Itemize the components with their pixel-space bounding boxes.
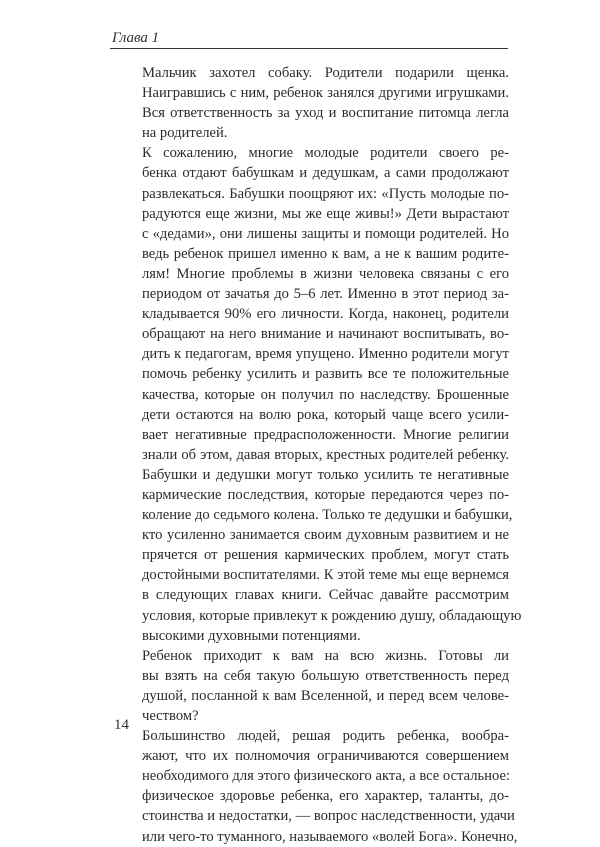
text-line: кто усиленно занимается своим духовным развитием и не	[142, 527, 509, 544]
body-text	[112, 63, 522, 847]
paragraph	[112, 646, 509, 726]
text-line: Вся ответственность за уход и воспитание питомца легла	[142, 105, 509, 122]
text-line: дети остаются на волю рока, который чаще всего усили-	[142, 406, 509, 423]
text-line: коление до седьмого колена. Только те дедушки и бабушки,	[142, 507, 513, 524]
text-line: необходимого для этого физического акта, а все остальное:	[142, 768, 510, 785]
paragraph	[112, 726, 518, 847]
text-line: периодом от зачатья до 5–6 лет. Именно в этот период за-	[142, 286, 509, 303]
chapter-header: Глава 1	[112, 30, 160, 46]
text-line: Ребенок приходит к вам на всю жизнь. Готовы ли	[142, 647, 509, 664]
text-line: К сожалению, многие молодые родители своего ре-	[142, 145, 509, 162]
text-line: с «дедами», они лишены защиты и помощи родителей. Но	[142, 225, 509, 242]
text-line: лям! Многие проблемы в жизни человека связаны с его	[142, 265, 509, 282]
text-line: физическое здоровье ребенка, его характер, таланты, до-	[142, 788, 509, 805]
text-line: развлекаться. Бабушки поощряют их: «Пусть молодые по-	[142, 185, 509, 202]
text-line: кладывается 90% его личности. Когда, наконец, родители	[142, 306, 509, 323]
text-line: помочь ребенку усилить и развить все те положительные	[142, 366, 509, 383]
text-line: или чего-то туманного, называемого «волей Бога». Конечно,	[142, 828, 518, 845]
paragraph	[112, 63, 509, 143]
text-line: знали об этом, давая вторых, крестных родителей ребенку.	[142, 446, 509, 463]
text-line: высокими духовными потенциями.	[142, 627, 361, 644]
text-line: жают, что их полномочия ограничиваются совершением	[142, 748, 509, 765]
text-line: бенка отдают бабушкам и дедушкам, а сами продолжают	[142, 165, 509, 182]
text-line: качества, которые он получил по наследству. Брошенные	[142, 386, 509, 403]
text-line: условия, которые привлекут к рождению душу, обладающую	[142, 607, 522, 624]
text-line: чеством?	[142, 708, 199, 724]
text-line: ведь ребенок пришел именно к вам, а не к вашим родите-	[142, 245, 509, 262]
paragraph	[112, 143, 522, 645]
text-line: в следующих главах книги. Сейчас давайте рассмотрим	[142, 587, 509, 604]
text-line: кармические последствия, которые передаются через по-	[142, 486, 509, 503]
text-line: Бабушки и дедушки могут только усилить те негативные	[142, 466, 509, 483]
text-line: радуются еще жизни, мы же еще живы!» Дети вырастают	[142, 205, 509, 222]
text-line: вы взять на себя такую большую ответственность перед	[142, 667, 509, 684]
text-line: Мальчик захотел собаку. Родители подарили щенка.	[142, 65, 509, 81]
text-line: обращают на него внимание и начинают воспитывать, во-	[142, 326, 509, 343]
text-line: прячется от решения кармических проблем, могут стать	[142, 547, 509, 564]
text-line: Большинство людей, решая родить ребенка, вообра-	[142, 728, 509, 745]
header-rule	[110, 48, 508, 49]
text-line: на родителей.	[142, 125, 228, 142]
text-line: дить к педагогам, время упущено. Именно родители могут	[142, 346, 509, 363]
text-line: вает негативные предрасположенности. Многие религии	[142, 426, 509, 443]
text-line: Наигравшись с ним, ребенок занялся другими игрушками.	[142, 85, 509, 102]
text-line: стоинства и недостатки, — вопрос наследственности, удачи	[142, 808, 515, 825]
page-number: 14	[114, 717, 129, 733]
text-line: душой, посланной к вам Вселенной, и перед всем челове-	[142, 687, 509, 704]
text-line: достойными воспитателями. К этой теме мы еще вернемся	[142, 567, 509, 584]
